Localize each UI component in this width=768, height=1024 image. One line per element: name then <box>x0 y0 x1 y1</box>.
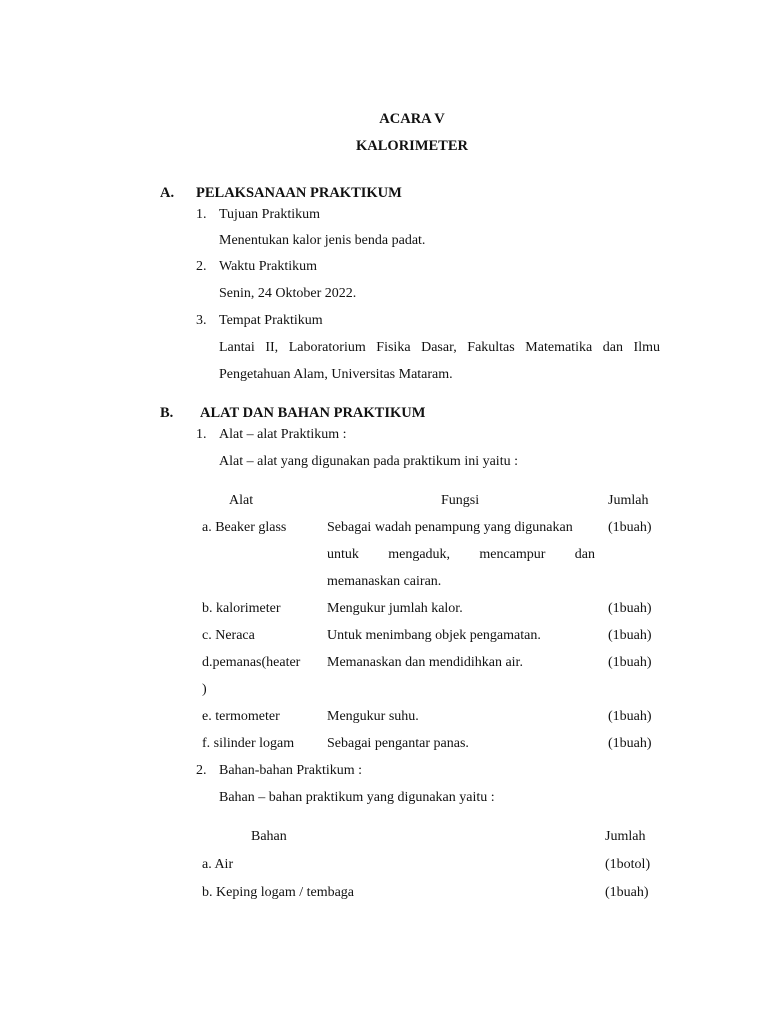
alat-fungsi: Memanaskan dan mendidihkan air. <box>327 655 523 670</box>
bahan-jumlah: (1botol) <box>605 857 651 872</box>
alat-fungsi: Sebagai pengantar panas. <box>327 736 469 751</box>
item-a1-label: Tujuan Praktikum <box>219 207 320 222</box>
alat-header-jumlah: Jumlah <box>608 493 649 508</box>
item-a3-text-line2: Pengetahuan Alam, Universitas Mataram. <box>219 367 453 382</box>
bahan-jumlah: (1buah) <box>605 885 649 900</box>
item-a2-label: Waktu Praktikum <box>219 259 318 274</box>
item-b2-intro: Bahan – bahan praktikum yang digunakan yaitu : <box>219 790 495 805</box>
section-a-heading: PELAKSANAAN PRAKTIKUM <box>196 185 402 201</box>
alat-jumlah: (1buah) <box>608 655 652 670</box>
bahan-name: a. Air <box>202 857 234 872</box>
alat-jumlah: (1buah) <box>608 709 652 724</box>
item-a3-text-line1: Lantai II, Laboratorium Fisika Dasar, Fakultas Matematika dan Ilmu <box>219 340 660 355</box>
item-b1-intro: Alat – alat yang digunakan pada praktikum ini yaitu : <box>219 454 518 469</box>
alat-fungsi: Sebagai wadah penampung yang digunakan <box>327 520 573 535</box>
doc-title: ACARA V <box>379 111 445 127</box>
doc-subtitle: KALORIMETER <box>356 138 468 154</box>
alat-name: f. silinder logam <box>202 736 295 751</box>
alat-fungsi: Mengukur suhu. <box>327 709 419 724</box>
item-a3-label: Tempat Praktikum <box>219 313 323 328</box>
section-b-heading: ALAT DAN BAHAN PRAKTIKUM <box>200 405 426 421</box>
item-a3-number: 3. <box>196 313 207 328</box>
alat-jumlah: (1buah) <box>608 520 652 535</box>
item-b1-number: 1. <box>196 427 207 442</box>
alat-name: ) <box>202 682 207 697</box>
item-b2-label: Bahan-bahan Praktikum : <box>219 763 363 778</box>
alat-name: c. Neraca <box>202 628 255 643</box>
bahan-name: b. Keping logam / tembaga <box>202 885 355 900</box>
alat-fungsi: untuk mengaduk, mencampur dan <box>327 547 595 562</box>
alat-name: a. Beaker glass <box>202 520 287 535</box>
alat-jumlah: (1buah) <box>608 601 652 616</box>
alat-name: e. termometer <box>202 709 280 724</box>
alat-jumlah: (1buah) <box>608 628 652 643</box>
alat-fungsi: Mengukur jumlah kalor. <box>327 601 463 616</box>
alat-name: d.pemanas(heater <box>202 655 301 670</box>
section-a-letter: A. <box>160 185 175 201</box>
alat-header-fungsi: Fungsi <box>441 493 480 508</box>
item-b1-label: Alat – alat Praktikum : <box>219 427 347 442</box>
alat-fungsi: Untuk menimbang objek pengamatan. <box>327 628 541 643</box>
alat-name: b. kalorimeter <box>202 601 281 616</box>
item-a2-text: Senin, 24 Oktober 2022. <box>219 286 357 301</box>
alat-jumlah: (1buah) <box>608 736 652 751</box>
bahan-header-jumlah: Jumlah <box>605 829 646 844</box>
bahan-header-bahan: Bahan <box>251 829 287 844</box>
alat-fungsi: memanaskan cairan. <box>327 574 442 589</box>
section-b-letter: B. <box>160 405 174 421</box>
item-b2-number: 2. <box>196 763 207 778</box>
alat-header-alat: Alat <box>229 493 254 508</box>
item-a1-number: 1. <box>196 207 207 222</box>
item-a1-text: Menentukan kalor jenis benda padat. <box>219 233 426 248</box>
item-a2-number: 2. <box>196 259 207 274</box>
